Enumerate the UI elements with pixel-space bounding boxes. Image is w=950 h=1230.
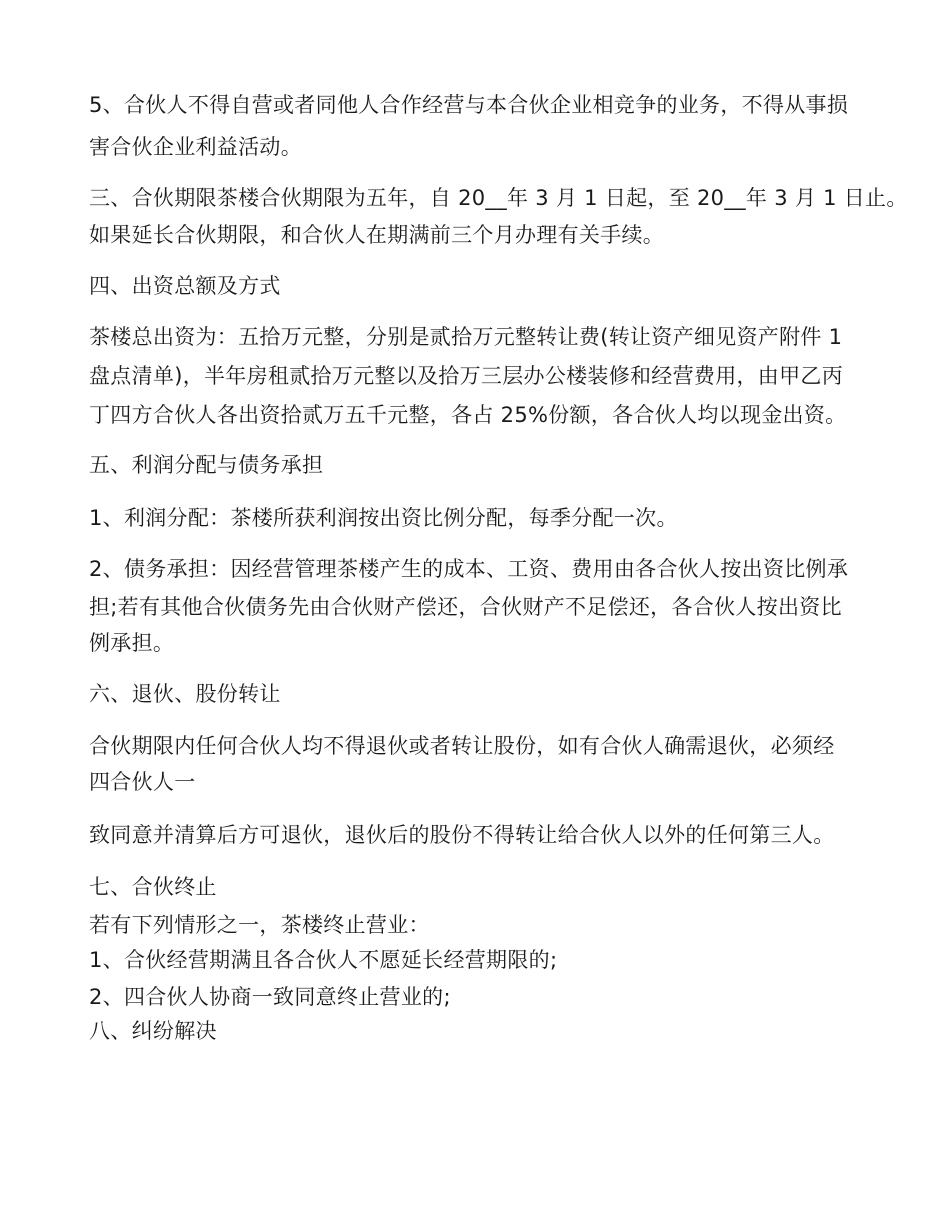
section-heading: 八、纠纷解决: [89, 1019, 217, 1043]
text-line: 2、债务承担：因经营管理茶楼产生的成本、工资、费用由各合伙人按出资比例承: [89, 557, 849, 581]
list-item: 1、合伙经营期满且各合伙人不愿延长经营期限的;: [89, 948, 558, 972]
text-line: 三、合伙期限茶楼合伙期限为五年，自 20__年 3 月 1 日起，至 20__年 3 月 1 日止。: [89, 186, 908, 210]
text-line: 例承担。: [89, 631, 175, 655]
text-line: 四合伙人一: [89, 770, 196, 794]
text-line: 若有下列情形之一，茶楼终止营业：: [89, 913, 430, 937]
text-line: 如果延长合伙期限，和合伙人在期满前三个月办理有关手续。: [89, 223, 665, 247]
text-line: 害合伙企业利益活动。: [89, 135, 302, 159]
text-line: 5、合伙人不得自营或者同他人合作经营与本合伙企业相竞争的业务，不得从事损: [89, 93, 849, 117]
text-line: 丁四方合伙人各出资拾贰万五千元整，各占 25%份额，各合伙人均以现金出资。: [89, 403, 847, 427]
section-heading: 七、合伙终止: [89, 875, 217, 899]
text-line: 合伙期限内任何合伙人均不得退伙或者转让股份，如有合伙人确需退伙，必须经: [89, 734, 835, 758]
text-line: 茶楼总出资为：五拾万元整，分别是贰拾万元整转让费(转让资产细见资产附件 1: [89, 325, 843, 349]
list-item: 2、四合伙人协商一致同意终止营业的;: [89, 985, 451, 1009]
section-heading: 四、出资总额及方式: [89, 274, 281, 298]
text-line: 盘点清单)，半年房租贰拾万元整以及拾万三层办公楼装修和经营费用，由甲乙丙: [89, 364, 843, 388]
section-heading: 五、利润分配与债务承担: [89, 453, 324, 477]
text-line: 致同意并清算后方可退伙，退伙后的股份不得转让给合伙人以外的任何第三人。: [89, 823, 835, 847]
section-heading: 六、退伙、股份转让: [89, 682, 281, 706]
text-line: 担;若有其他合伙债务先由合伙财产偿还，合伙财产不足偿还，各合伙人按出资比: [89, 595, 842, 619]
text-line: 1、利润分配：茶楼所获利润按出资比例分配，每季分配一次。: [89, 506, 678, 530]
